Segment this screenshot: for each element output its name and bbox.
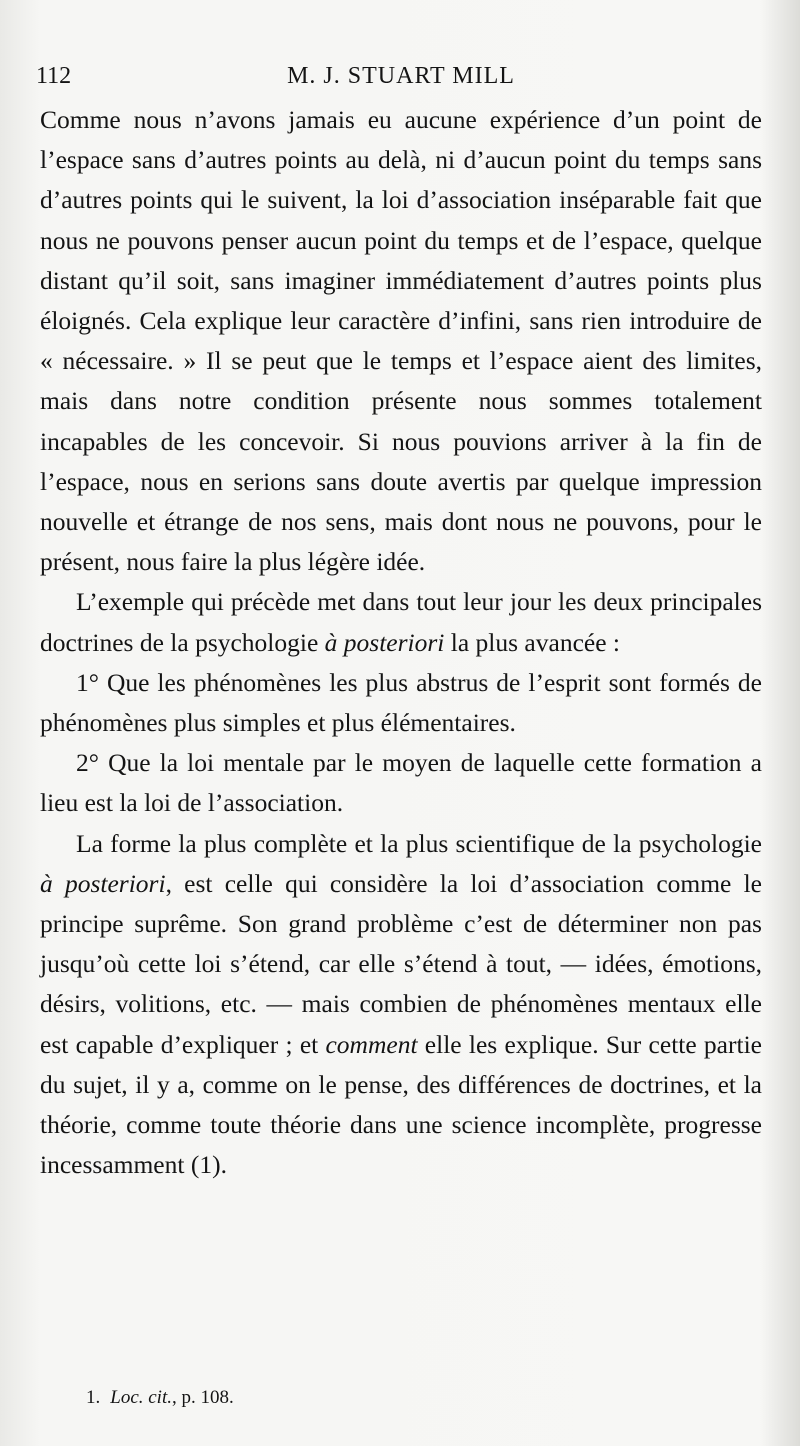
doctrine-two: 2° Que la loi mentale par le moyen de laquelle cette formation a lieu est la loi de l’association. bbox=[40, 748, 762, 818]
footnote-page: , p. 108. bbox=[172, 1387, 234, 1408]
paragraph-association-text-c: elle les explique. Sur cette partie du sujet, il y a, comme on le pense, des différences de doctrines, et la théorie, comme toute théorie dans une science incomplète, progresse incessamment (1). bbox=[40, 1029, 762, 1180]
page-number: 112 bbox=[36, 63, 72, 89]
paragraph-doctrines bbox=[40, 582, 762, 662]
paragraph-doctrines-text-b: la plus avancée : bbox=[444, 627, 620, 657]
paragraph-association-italic-b: comment bbox=[325, 1029, 418, 1059]
paragraph-association-text-b: , est celle qui considère la loi d’association comme le principe suprême. Son grand problème c’est de déterminer non pas jusqu’où cette loi s’étend, car elle s’étend à tout, — idées, émotions, désirs, volitions, etc. — mais combien de phénomènes mentaux elle est capable d’expliquer ; et bbox=[40, 868, 763, 1059]
footnote bbox=[86, 1384, 234, 1412]
paragraph-association-text-a: La forme la plus complète et la plus scientifique de la psychologie bbox=[76, 828, 762, 858]
paragraph-association bbox=[40, 824, 762, 1186]
body-text bbox=[40, 100, 762, 1185]
page-header bbox=[36, 58, 766, 94]
paragraph-infinity: Comme nous n’avons jamais eu aucune expérience d’un point de l’espace sans d’autres points au delà, ni d’aucun point du temps sans d’autres points qui le suivent, la loi d’association inséparable fait que nous ne pouvons penser aucun point du temps et de l’espace, quelque distant qu’il soit, sans imaginer immédiatement d’autres points plus éloignés. Cela explique leur caractère d’infini, sans rien introduire de « nécessaire. » Il se peut que le temps et l’espace aient des limites, mais dans notre condition présente nous sommes totalement incapables de les concevoir. Si nous pouvions arriver à la fin de l’espace, nous en serions sans doute avertis par quelque impression nouvelle et étrange de nos sens, mais dont nous ne pouvons, pour le présent, nous faire la plus légère idée. bbox=[40, 105, 762, 577]
running-head: M. J. STUART MILL bbox=[287, 63, 515, 89]
footnote-number: 1. bbox=[86, 1387, 101, 1408]
paragraph-association-italic-a: à posteriori bbox=[40, 868, 166, 898]
paragraph-doctrines-italic: à posteriori bbox=[324, 627, 445, 657]
paragraph-doctrines-text-a: L’exemple qui précède met dans tout leur jour les deux principales doctrines de la psychologie bbox=[40, 587, 762, 657]
footnote-source: Loc. cit. bbox=[110, 1387, 172, 1408]
doctrine-one: 1° Que les phénomènes les plus abstrus de l’esprit sont formés de phénomènes plus simples et plus élémentaires. bbox=[40, 667, 762, 738]
